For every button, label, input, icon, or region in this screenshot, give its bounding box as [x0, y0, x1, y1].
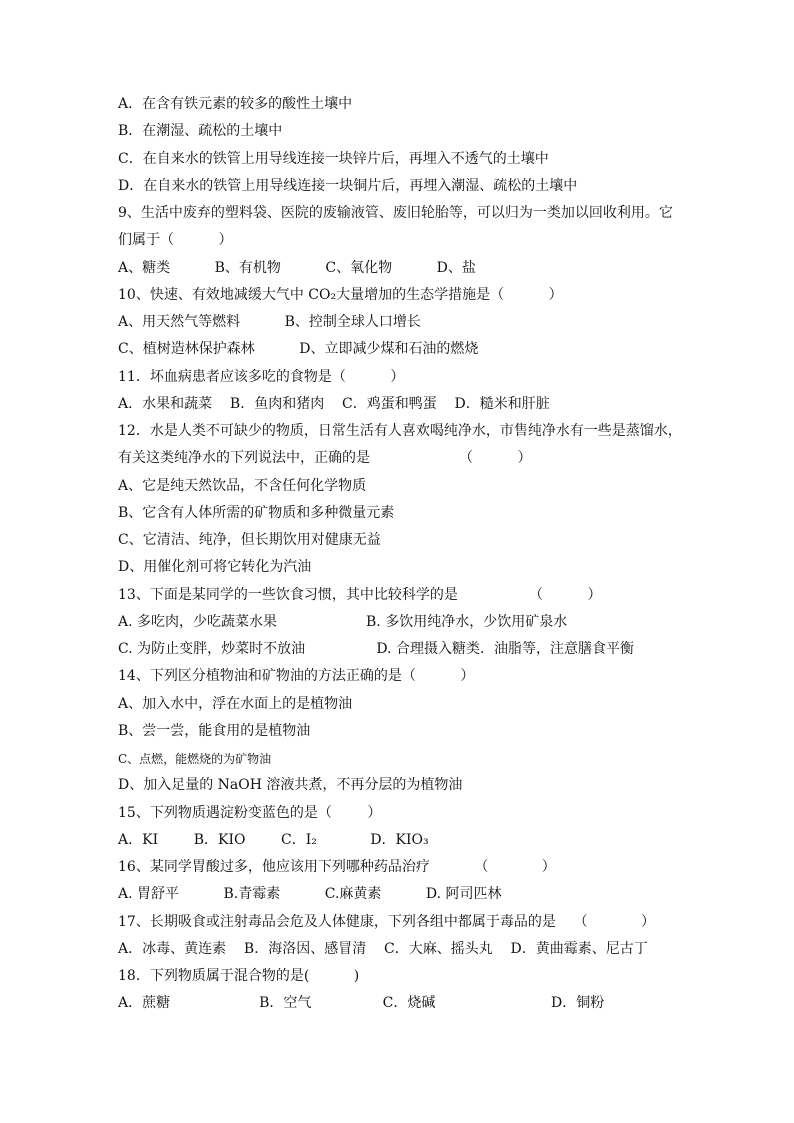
- options-q18: A．蔗糖 B．空气 C．烧碱 D．铜粉: [118, 995, 605, 1011]
- option-c-q8: C．在自来水的铁管上用导线连接一块锌片后，再埋入不透气的土壤中: [118, 151, 549, 167]
- option-a-q12: A、它是纯天然饮品，不含任何化学物质: [118, 478, 367, 494]
- option-a-q8: A．在含有铁元素的较多的酸性土壤中: [118, 96, 353, 112]
- options-q17: A．冰毒、黄连素 B．海洛因、感冒清 C．大麻、摇头丸 D．黄曲霉素、尼古丁: [118, 941, 648, 957]
- question-16: 16、某同学胃酸过多，他应该用下列哪种药品治疗 （ ）: [118, 859, 556, 875]
- option-d-q14: D、加入足量的 NaOH 溶液共煮，不再分层的为植物油: [118, 777, 463, 793]
- question-9-line-2: 们属于（ ）: [118, 232, 233, 248]
- options-q16: A. 胃舒平 B.青霉素 C.麻黄素 D. 阿司匹林: [118, 886, 502, 902]
- options-q13-ab: A. 多吃肉，少吃蔬菜水果 B. 多饮用纯净水，少饮用矿泉水: [118, 614, 568, 630]
- question-17: 17、长期吸食或注射毒品会危及人体健康，下列各组中都属于毒品的是 （ ）: [118, 914, 656, 930]
- options-q9: A、糖类 B、有机物 C、氧化物 D、盐: [118, 260, 476, 276]
- question-12-line-1: 12．水是人类不可缺少的物质，日常生活有人喜欢喝纯净水，市售纯净水有一些是蒸馏水，: [118, 423, 682, 439]
- option-b-q14: B、尝一尝，能食用的是植物油: [118, 723, 311, 739]
- option-b-q8: B．在潮湿、疏松的土壤中: [118, 123, 283, 139]
- question-11: 11．坏血病患者应该多吃的食物是（ ）: [118, 369, 405, 385]
- question-12-line-2: 有关这类纯净水的下列说法中，正确的是 （ ）: [118, 450, 532, 466]
- options-q15: A．KI B．KIO C．I₂ D．KIO₃: [118, 832, 429, 848]
- option-c-q14: C、点燃，能燃烧的为矿物油: [118, 752, 272, 766]
- option-d-q8: D．在自来水的铁管上用导线连接一块铜片后，再埋入潮湿、疏松的土壤中: [118, 178, 578, 194]
- options-q13-cd: C. 为防止变胖，炒菜时不放油 D. 合理摄入糖类．油脂等，注意膳食平衡: [118, 641, 634, 657]
- option-a-q14: A、加入水中，浮在水面上的是植物油: [118, 696, 353, 712]
- option-c-q12: C、它清洁、纯净，但长期饮用对健康无益: [118, 532, 381, 548]
- question-15: 15、下列物质遇淀粉变蓝色的是（ ）: [118, 805, 382, 821]
- options-q10-ab: A、用天然气等燃料 B、控制全球人口增长: [118, 314, 421, 330]
- question-14: 14、下列区分植物油和矿物油的方法正确的是（ ）: [118, 668, 475, 684]
- options-q11: A．水果和蔬菜 B．鱼肉和猪肉 C．鸡蛋和鸭蛋 D．糙米和肝脏: [118, 396, 550, 412]
- question-13: 13、下面是某同学的一些饮食习惯，其中比较科学的是 （ ）: [118, 587, 602, 603]
- option-b-q12: B、它含有人体所需的矿物质和多种微量元素: [118, 505, 395, 521]
- option-d-q12: D、用催化剂可将它转化为汽油: [118, 559, 312, 575]
- question-10: 10、快速、有效地减缓大气中 CO₂大量增加的生态学措施是（ ）: [118, 287, 563, 303]
- question-18: 18．下列物质属于混合物的是( ): [118, 968, 360, 984]
- question-9-line-1: 9、生活中废弃的塑料袋、医院的废输液管、废旧轮胎等，可以归为一类加以回收利用。它: [118, 205, 673, 221]
- options-q10-cd: C、植树造林保护森林 D、立即减少煤和石油的燃烧: [118, 341, 479, 357]
